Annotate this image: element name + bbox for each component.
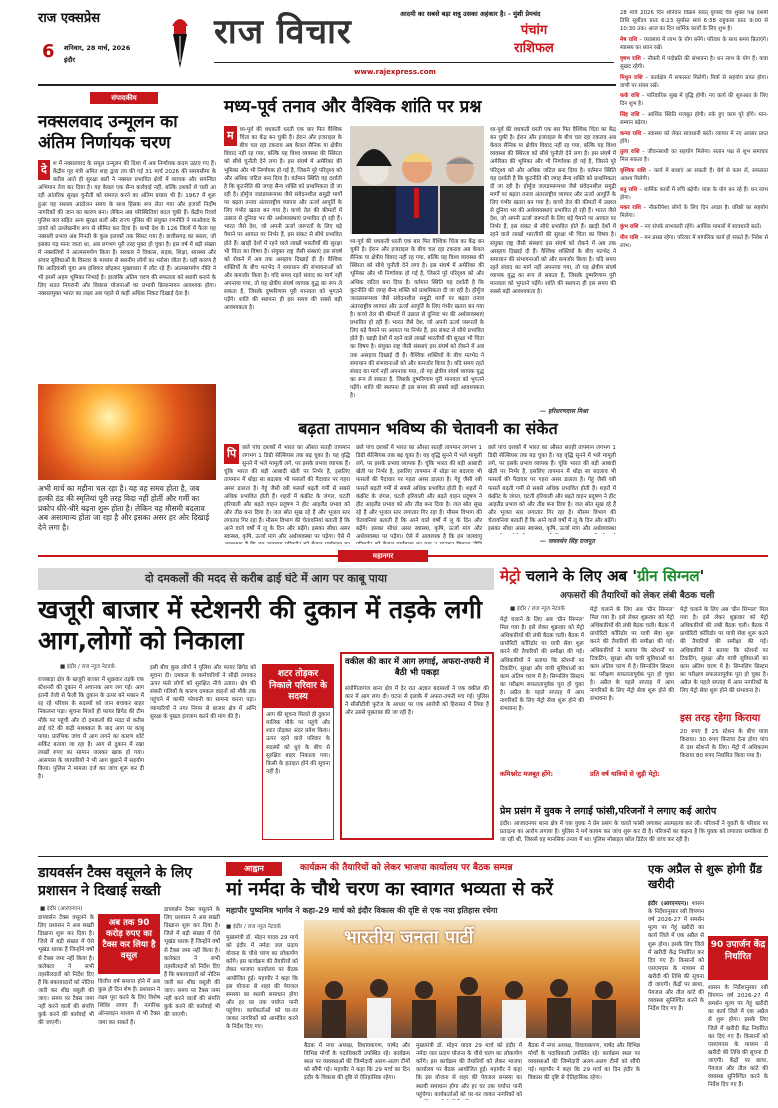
- rashi-sep: –: [639, 112, 648, 119]
- website-link[interactable]: www.rajexpress.com: [354, 68, 436, 76]
- rashi-name: मिथुन राशि: [620, 74, 643, 81]
- fire-text: राजबाड़ा क्षेत्र के खजूरी बाजार में शुक्रवार तड़के एक स्टेशनरी की दुकान में अचानक आग लग गई। आग इतनी तेजी से फैली कि दुकान के ऊपर बने मकान में रह रहे परिवार के सदस्यों को जान बचाकर बाहर निकलना पड़ा। सूचना मिलते ही फायर ब्रिगेड की टीम मौके पर पहुंची और दो दमकलों की मदद से करीब ढाई घंटे की कड़ी मशक्कत के बाद आग पर काबू पाया। प्रारंभिक जांच में आग लगने का कारण शॉर्ट सर्किट बताया जा रहा है। आग से दुकान में रखा लाखों रुपए का सामान जलकर खाक हो गया। आसपास के व्यापारियों ने भी आग बुझाने में सहयोग किया। पुलिस ने मामला दर्ज कर जांच शुरू कर दी है।: [38, 677, 144, 781]
- procure-body-col2: [708, 984, 768, 1100]
- narmada-kicker2: कार्यक्रम की तैयारियों को लेकर भाजपा कार्यालय पर बैठक सम्पन्न: [300, 863, 513, 873]
- rashi-name: वृषभ राशि: [620, 56, 641, 63]
- city-banner: महानगर: [338, 550, 428, 562]
- metro-text-cont2: मेट्रो चलाने के लिए अब 'ग्रीन सिग्नल' मिल गया है। इसे लेकर शुक्रवार को मेट्रो अधिकारियों की लंबी बैठक चली। बैठक में प्रायोरिटी कॉरिडोर पर यात्री सेवा शुरू करने की तैयारियों की समीक्षा की गई। अधिकारियों ने बताया कि स्टेशनों पर टिकटिंग, सुरक्षा और यात्री सुविधाओं का काम अंतिम चरण में है। सिग्नलिंग सिस्टम का परीक्षण सफलतापूर्वक पूरा हो चुका है। अप्रैल के पहले सप्ताह में आम नागरिकों के लिए मेट्रो सेवा शुरू होने की संभावना है।: [680, 607, 768, 695]
- narmada-text-cont3: बैठक में नगर अध्यक्ष, विधायकगण, पार्षद और विभिन्न मोर्चों के पदाधिकारी उपस्थित रहे। कार्यक्रम स्थल पर व्यवस्थाओं की जिम्मेदारी अलग-अलग टीमों को सौंपी गई। महापौर ने कहा कि 29 मार्च का दिन इंदौर के विकास की दृष्टि से ऐतिहासिक रहेगा।: [528, 1043, 640, 1082]
- fare-body: 20 रुपए है 25 स्टेशन के बीच यात्रा किराया। 30 रुपए किराया देना होगा पांच से दस स्टेशनों के लिए। मेट्रो में अधिकतम किराया 80 रुपए निर्धारित किया गया है।: [680, 729, 768, 760]
- heat-body-col1: [224, 444, 350, 544]
- tax-body-col3: [164, 906, 220, 1100]
- panchang-box: [454, 22, 614, 62]
- rashi-sep: –: [637, 186, 645, 193]
- main-headline: मध्य-पूर्व तनाव और वैश्विक शांति पर प्रश्न: [224, 97, 482, 117]
- rashi-name: मकर राशि: [620, 205, 641, 212]
- rashi-text: आर्थिक स्थिति मजबूत होगी। रुके हुए काम पूरे होंगे। मान-सम्मान बढ़ेगा।: [620, 112, 768, 126]
- metro-head-mid: चलाने के लिए अब ': [520, 567, 637, 585]
- heat-caption: अभी मार्च का महीना चल रहा है। यह वह समय होता है, जब हल्की ठंड की स्मृतियां पूरी तरह विदा नहीं होतीं और गर्मी का प्रकोप धीरे-धीरे बढ़ना शुरू होता है। लेकिन यह मौसमी बदलाव अब असामान्य होता जा रहा है और इसका असर हर ओर दिखाई देने लगा है।: [38, 484, 210, 532]
- procure-box: 90 उपार्जन केंद्र निर्धारित: [708, 936, 768, 980]
- strip-body-text: इंदौर। आजादनगर थाना क्षेत्र में एक युवक ने प्रेम प्रसंग के चलते फांसी लगाकर आत्महत्या कर ली। परिजनों ने युवती के परिवार पर प्रताड़ना का आरोप लगाया है। पुलिस ने मर्ग कायम कर जांच शुरू कर दी है। परिजनों का कहना है कि युवक को लगातार धमकियां दी जा रही थीं, जिससे वह मानसिक तनाव में था। पुलिस मोबाइल कॉल डिटेल की जांच कर रही है।: [500, 821, 768, 844]
- rashi-text: नौकरी में पदोन्नति की संभावना है। धन लाभ के योग हैं। यात्रा सुखद रहेगी।: [620, 56, 768, 70]
- brand-name: राज एक्सप्रेस: [38, 11, 101, 26]
- rashi-text: कार्य में बाधाएं आ सकती हैं। धैर्य से काम लें, सफलता अवश्य मिलेगी।: [620, 168, 768, 182]
- metro-head-pre: मेट्रो: [500, 567, 521, 585]
- rashi-sep: –: [639, 149, 648, 156]
- rashi-list: [620, 37, 768, 250]
- fire-text-cont: इसी बीच कुछ लोगों ने पुलिस और फायर ब्रिगेड को सूचना दी। दमकल के कर्मचारियों ने सीढ़ी लगाकर ऊपर फंसे लोगों को सुरक्षित नीचे उतारा। क्षेत्र की संकरी गलियों के कारण दमकल वाहनों को मौके तक पहुंचने में काफी परेशानी का सामना करना पड़ा। व्यापारियों ने नगर निगम से बाजार क्षेत्र में अग्नि सुरक्षा के पुख्ता इंतजाम करने की मांग की है।: [150, 665, 256, 720]
- narmada-photo: [304, 920, 640, 1038]
- editorial-drop-cap: दे: [38, 160, 50, 180]
- metro-head-green: ग्रीन सिग्नल: [636, 567, 700, 585]
- rashi-item: [620, 205, 768, 221]
- masthead-rule: [214, 62, 614, 63]
- fire-box-body: आग की सूचना मिलते ही दुकान मालिक मौके पर पहुंचे और शटर तोड़कर अंदर प्रवेश किया। ऊपर रहने वाले परिवार के सदस्यों को धुएं के बीच से सुरक्षित बाहर निकाला गया। किसी के हताहत होने की सूचना नहीं है।: [266, 712, 330, 775]
- narmada-sub: महापौर पुष्यमित्र भार्गव ने कहा-29 मार्च को इंदौर विकास की दृष्टि से एक नया इतिहास रचेगा: [226, 906, 498, 915]
- rashi-item: [620, 149, 768, 165]
- rashi-item: [620, 37, 768, 53]
- editorial-text: श में नक्सलवाद के समूल उन्मूलन की दिशा में अब निर्णायक कदम उठाए गए हैं। केंद्रीय गृह मंत्री अमित शाह द्वारा तय की गई 31 मार्च 2026 की समयसीमा के करीब आते ही सुरक्षा बलों ने नक्सल प्रभावित क्षेत्रों में व्यापक और समन्वित अभियान तेज कर दिया है। यह केवल एक सैन्य कार्रवाई नहीं, बल्कि दशकों से चली आ रही आंतरिक सुरक्षा चुनौती को समाप्त करने का अंतिम प्रयास भी है। 1967 में शुरू हुआ यह सशस्त्र आंदोलन समय के साथ हिंसक रूप लेता गया और हजारों निर्दोष नागरिकों की जान का कारण बना। लेकिन अब परिस्थितियां बदल चुकी हैं। केंद्रीय रिजर्व पुलिस बल सहित अन्य सुरक्षा बलों और राज्य पुलिस की संयुक्त रणनीति ने माओवाद के दायरे को उल्लेखनीय रूप से सीमित कर दिया है। कभी देश के 126 जिलों में फैला यह नक्सली प्रभाव अब गिनती के कुछ इलाकों तक सिमट गया है। छत्तीसगढ़ का बस्तर, जो इसका गढ़ माना जाता था, अब लगभग पूरी तरह मुक्त हो चुका है। इस वर्ष में बड़ी संख्या में नक्सलियों ने आत्मसमर्पण किया है। सरकार ने विकास, सड़क, शिक्षा, स्वास्थ्य और संचार सुविधाओं के विस्तार के माध्यम से स्थानीय लोगों का भरोसा जीता है। यही कारण है कि आदिवासी युवा अब हथियार छोड़कर मुख्यधारा में लौट रहे हैं। आत्मसमर्पण नीति ने भी इसमें अहम भूमिका निभाई है। हालांकि अंतिम चरण की सफलता को स्थायी बनाने के लिए सतत निगरानी और विकास योजनाओं का प्रभावी क्रियान्वयन आवश्यक होगा। नक्सलमुक्त भारत का लक्ष्य अब पहले से कहीं अधिक निकट दिखाई देता है।: [38, 161, 216, 297]
- editorial-label: संपादकीय: [90, 92, 158, 104]
- rashi-sep: –: [642, 74, 651, 81]
- top-rule: [38, 84, 616, 86]
- metro-body-col1: [500, 616, 584, 766]
- rashi-name: सिंह राशि: [620, 112, 640, 119]
- narmada-body-col2: [304, 1042, 410, 1100]
- panchang-title: पंचांग: [520, 23, 548, 38]
- heat-text: छले पांच दशकों में भारत का औसत सतही तापमान लगभग 1 डिग्री सेल्सियस तक बढ़ चुका है। यह वृद्धि सुनने में भले मामूली लगे, पर इसके प्रभाव व्यापक हैं। चूंकि भारत की बड़ी आबादी खेती पर निर्भर है, इसलिए तापमान में थोड़ा सा बदलाव भी फसलों की पैदावार पर गहरा असर डालता है। गेहूं जैसी रबी फसलें बढ़ती गर्मी से सबसे अधिक प्रभावित होती हैं। शहरों में कंक्रीट के जंगल, घटती हरियाली और बढ़ते वाहन प्रदूषण ने हीट आइलैंड प्रभाव को और तीव्र बना दिया है। जल स्रोत सूख रहे हैं और भूजल स्तर लगातार गिर रहा है। मौसम विभाग की चेतावनियां बताती हैं कि आने वाले वर्षों में लू के दिन और बढ़ेंगे। इसका सीधा असर स्वास्थ्य, कृषि, ऊर्जा मांग और अर्थव्यवस्था पर पड़ेगा। ऐसे में: [224, 445, 350, 541]
- rashi-sep: –: [638, 234, 645, 241]
- rashi-item: [620, 112, 768, 128]
- rashi-text: स्वास्थ्य को लेकर सावधानी बरतें। व्यापार में नए अवसर प्राप्त होंगे।: [620, 130, 768, 145]
- heat-headline: बढ़ता तापमान भविष्य की चेतावनी का संकेत: [298, 419, 558, 438]
- rashi-text: पारिवारिक सुख में वृद्धि होगी। नए कार्य की शुरुआत के लिए दिन शुभ है।: [620, 93, 768, 108]
- rashi-item: [620, 75, 768, 91]
- fare-title: इस तरह रहेगा किराया: [680, 713, 761, 724]
- rashi-name: कन्या राशि: [620, 130, 642, 137]
- issue-date: शनिवार, 28 मार्च, 2026: [64, 44, 131, 52]
- tagline: आदमी का सबसे बड़ा शत्रु उसका अहंकार है। - मुंशी प्रेमचंद: [400, 10, 541, 18]
- fire-byline: ■ इंदौर / राज न्यूज नेटवर्क: [60, 664, 115, 670]
- tax-text-cont2: डायवर्सन टैक्स वसूलने के लिए प्रशासन ने अब सख्ती दिखाना शुरू कर दिया है। जिले में बड़ी संख्या में ऐसे भूखंड धारक हैं जिन्होंने वर्षों से टैक्स जमा नहीं किया है। कलेक्टर ने सभी तहसीलदारों को निर्देश दिए हैं कि बकायादारों को नोटिस जारी कर शीघ्र वसूली की जाए। समय पर टैक्स जमा नहीं करने वालों की संपत्ति कुर्क करने की कार्रवाई भी की जाएगी।: [164, 907, 220, 1019]
- city-rule-right: [428, 555, 768, 557]
- rashifal-sidebar: [620, 10, 768, 565]
- tax-text-cont: वित्तीय वर्ष समाप्त होने में अब कुछ ही दिन शेष हैं। प्रशासन ने लक्ष्य पूरा करने के लिए विशेष शिविर लगाए हैं। नागरिक ऑनलाइन माध्यम से भी टैक्स जमा कर सकते हैं।: [98, 979, 160, 1026]
- metro-subhead-1: कमिश्नरेट मजबूत होंगे:: [500, 770, 554, 778]
- rashi-text: जीवनसाथी का सहयोग मिलेगा। संतान पक्ष से शुभ समाचार मिल सकता है।: [620, 149, 768, 164]
- rashi-item: [620, 56, 768, 72]
- rashi-text: मन प्रसन्न रहेगा। परिवार में मांगलिक कार्य हो सकते हैं। निवेश से लाभ।: [620, 234, 768, 249]
- rashi-sep: –: [639, 93, 647, 100]
- rashi-item: [620, 235, 768, 251]
- narmada-headline: मां नर्मदा के चौथे चरण का स्वागत भव्यता से करें: [226, 879, 553, 900]
- metro-body-col3: [680, 606, 768, 706]
- rashi-sep: –: [640, 205, 649, 212]
- rashi-text: नौकरीपेशा लोगों के लिए दिन अच्छा है। वरिष्ठों का सहयोग मिलेगा।: [620, 205, 768, 220]
- page-number: 6: [42, 41, 55, 62]
- heat-wave-photo: [38, 384, 216, 480]
- rashi-sep: –: [638, 224, 645, 231]
- rashi-item: [620, 187, 768, 203]
- main-body-col1: [224, 126, 342, 416]
- rashi-name: तुला राशि: [620, 149, 640, 156]
- lawyer-box: [340, 652, 494, 840]
- metro-text: मेट्रो चलाने के लिए अब 'ग्रीन सिग्नल' मिल गया है। इसे लेकर शुक्रवार को मेट्रो अधिकारियों की लंबी बैठक चली। बैठक में प्रायोरिटी कॉरिडोर पर यात्री सेवा शुरू करने की तैयारियों की समीक्षा की गई। अधिकारियों ने बताया कि स्टेशनों पर टिकटिंग, सुरक्षा और यात्री सुविधाओं का काम अंतिम चरण में है। सिग्नलिंग सिस्टम का परीक्षण सफलतापूर्वक पूरा हो चुका है। अप्रैल के पहले सप्ताह में आम नागरिकों के लिए मेट्रो सेवा शुरू होने की संभावना है।: [500, 617, 584, 713]
- heat-drop-cap: पि: [224, 444, 239, 464]
- editorial-headline: नक्सलवाद उन्मूलन का अंतिम निर्णायक चरण: [38, 112, 178, 154]
- heat-body-col3: [488, 444, 616, 534]
- metro-headline: [500, 566, 768, 586]
- fire-box-title: शटर तोड़कर निकाले परिवार के सदस्य: [263, 665, 333, 708]
- main-text-cont: ध्य-पूर्व की धधकती धरती एक बार फिर वैश्विक चिंता का केंद्र बन चुकी है। ईरान और इजराइल के बीच चल रहा टकराव अब केवल सैनिक या क्षेत्रीय विवाद नहीं रह गया, बल्कि यह विश्व व्यवस्था की स्थिरता को सीधे चुनौती देने लगा है। इस संघर्ष में अमेरिका की भूमिका और भी निर्णायक हो गई है, जिसने पूरे परिदृश्य को और अधिक जटिल बना दिया है। वर्तमान स्थिति यह दर्शाती है कि कूटनीति की जगह सैन्य शक्ति को प्राथमिकता दी जा रही है। होर्मुज जलडमरूमध्य जैसे संवेदनशील समुद्री मार्गों पर बढ़ता तनाव अंतरराष्ट्रीय व्यापार और ऊर्जा आपूर्ति के लिए गंभीर खतरा बन गया है। कच्चे तेल की कीमतों में उछाल से दुनिया भर की अर्थव्यवस्थाएं प्रभावित हो रही हैं। भारत जैसे देश, जो अपनी ऊर्जा जरूरतों के लिए बड़े पैमाने पर आयात पर निर्भर हैं, इस संकट से सीधे प्रभावित होते हैं। खाड़ी देशों में रहने वाले लाखों भारतीयों की सुरक्षा भी चिंता का विषय है। संयुक्त राष्ट्र जैसी संस्थाएं इस संघर्ष को रोकने में अब तक असहाय दिखाई दी हैं। वैश्विक शक्तियों के बीच मतभेद ने समाधान की संभावनाओं को और कमजोर किया है। यदि समय रहते संवाद का मार्ग नहीं अपनाया गया, तो यह क्षेत्रीय संघर्ष व्यापक युद्ध का रूप ले सकता है, जिसके दुष्परिणाम पूरी मानवता को भुगतने पड़ेंगे। शांति की स्थापना ही इस समय की सबसे बड़ी आवश्यकता है।: [350, 239, 484, 400]
- metro-byline: ■ इंदौर / राज न्यूज नेटवर्क: [510, 606, 565, 612]
- tax-body-col2: [98, 978, 160, 1100]
- tax-text: डायवर्सन टैक्स वसूलने के लिए प्रशासन ने अब सख्ती दिखाना शुरू कर दिया है। जिले में बड़ी संख्या में ऐसे भूखंड धारक हैं जिन्होंने वर्षों से टैक्स जमा नहीं किया है। कलेक्टर ने सभी तहसीलदारों को निर्देश दिए हैं कि बकायादारों को नोटिस जारी कर शीघ्र वसूली की जाए। समय पर टैक्स जमा नहीं करने वालों की संपत्ति कुर्क करने की कार्रवाई भी की जाएगी।: [38, 915, 94, 1027]
- narmada-body-col1: [226, 934, 298, 1100]
- metro-sub: अफसरों की तैयारियों को लेकर लंबी बैठक चली: [560, 591, 715, 601]
- heat-text-cont2: छले पांच दशकों में भारत का औसत सतही तापमान लगभग 1 डिग्री सेल्सियस तक बढ़ चुका है। यह वृद्धि सुनने में भले मामूली लगे, पर इसके प्रभाव व्यापक हैं। चूंकि भारत की बड़ी आबादी खेती पर निर्भर है, इसलिए तापमान में थोड़ा सा बदलाव भी फसलों की पैदावार पर गहरा असर डालता है। गेहूं जैसी रबी फसलें बढ़ती गर्मी से सबसे अधिक प्रभावित होती हैं। शहरों में कंक्रीट के जंगल, घटती हरियाली और बढ़ते वाहन प्रदूषण ने हीट आइलैंड प्रभाव को और तीव्र बना दिया है। जल स्रोत सूख रहे हैं और भूजल स्तर लगातार गिर रहा है। मौसम विभाग की चेतावनियां बताती हैं कि आने वाले वर्षों में लू के दिन और बढ़ेंगे। इसका सीधा असर स्वास्थ्य, कृषि, ऊर्जा मांग और अर्थव्यवस्था: [488, 445, 616, 533]
- lawyer-body: संयोगितागंज थाना क्षेत्र में देर रात अज्ञात बदमाशों ने एक वकील की कार में आग लगा दी। घटना से इलाके में अफरा-तफरी मच गई। पुलिस ने सीसीटीवी फुटेज के आधार पर एक आरोपी को हिरासत में लिया है और उससे पूछताछ की जा रही है।: [345, 686, 489, 717]
- panchang-intro: 28 मार्च 2026 दिन शनिवार विक्रम संवत् युगाब्द चैत्र शुक्ल पक्ष दशमी तिथि सूर्योदय प्रातः 6:23 सूर्यास्त सायं 6:38 राहुकाल प्रातः 9:00 से 10:30 तक। आज का दिन धार्मिक कार्यों के लिए शुभ है।: [620, 10, 768, 32]
- rashi-text: व्यवसाय में लाभ के योग बनेंगे। परिवार के साथ समय बिताएंगे। स्वास्थ्य का ध्यान रखें।: [620, 37, 768, 52]
- strip-headline: प्रेम प्रसंग में युवक ने लगाई फांसी,परिजनों ने लगाए कई आरोप: [500, 806, 717, 817]
- heat-text-cont: छले पांच दशकों में भारत का औसत सतही तापमान लगभग 1 डिग्री सेल्सियस तक बढ़ चुका है। यह वृद्धि सुनने में भले मामूली लगे, पर इसके प्रभाव व्यापक हैं। चूंकि भारत की बड़ी आबादी खेती पर निर्भर है, इसलिए तापमान में थोड़ा सा बदलाव भी फसलों की पैदावार पर गहरा असर डालता है। गेहूं जैसी रबी फसलें बढ़ती गर्मी से सबसे अधिक प्रभावित होती हैं। शहरों में कंक्रीट के जंगल, घटती हरियाली और बढ़ते वाहन प्रदूषण ने हीट आइलैंड प्रभाव को और तीव्र बना दिया है। जल स्रोत सूख रहे हैं और भूजल स्तर लगातार गिर रहा है। मौसम विभाग की चेतावनियां बताती हैं कि आने वाले वर्षों में लू के दिन और बढ़ेंगे। इसका सीधा असर स्वास्थ्य, कृषि, ऊर्जा मांग और अर्थव्यवस्था पर पड़ेगा। ऐसे में आवश्यक है कि हम जलवायु: [356, 445, 482, 541]
- rashi-sep: –: [641, 130, 649, 137]
- main-body-col2: [350, 238, 484, 416]
- tax-headline: डायवर्सन टैक्स वसूलने के लिए प्रशासन ने दिखाई सख्ती: [38, 865, 192, 900]
- narmada-body-col4: [528, 1042, 640, 1100]
- narmada-photo-banner: भारतीय जनता पार्टी: [344, 927, 474, 948]
- fire-box: [262, 664, 334, 840]
- fire-kicker: दो दमकलों की मदद से करीब ढाई घंटे में आग पर काबू पाया: [38, 568, 494, 590]
- metro-text-cont: मेट्रो चलाने के लिए अब 'ग्रीन सिग्नल' मिल गया है। इसे लेकर शुक्रवार को मेट्रो अधिकारियों की लंबी बैठक चली। बैठक में प्रायोरिटी कॉरिडोर पर यात्री सेवा शुरू करने की तैयारियों की समीक्षा की गई। अधिकारियों ने बताया कि स्टेशनों पर टिकटिंग, सुरक्षा और यात्री सुविधाओं का काम अंतिम चरण में है। सिग्नलिंग सिस्टम का परीक्षण सफलतापूर्वक पूरा हो चुका है। अप्रैल के पहले सप्ताह में आम नागरिकों के लिए मेट्रो सेवा शुरू होने की संभावना है।: [590, 607, 674, 703]
- narmada-text: मुख्यमंत्री डॉ. मोहन यादव 29 मार्च को इंदौर में नर्मदा जल प्रदाय योजना के चौथे चरण का लोकार्पण करेंगे। इस कार्यक्रम की तैयारियों को लेकर भाजपा कार्यालय पर बैठक आयोजित हुई। महापौर ने कहा कि इस योजना से शहर की पेयजल समस्या का स्थायी समाधान होगा और हर घर तक पर्याप्त पानी पहुंचेगा। कार्यकर्ताओं को घर-घर जाकर नागरिकों को आमंत्रित करने के निर्देश दिए गए।: [226, 935, 298, 1031]
- narmada-body-col3: [416, 1042, 522, 1100]
- main-author: — हरिशरणदास मिश्रा: [540, 408, 588, 415]
- narmada-text-cont2: मुख्यमंत्री डॉ. मोहन यादव 29 मार्च को इंदौर में नर्मदा जल प्रदाय योजना के चौथे चरण का लोकार्पण करेंगे। इस कार्यक्रम की तैयारियों को लेकर भाजपा कार्यालय पर बैठक आयोजित हुई। महापौर ने कहा कि इस योजना से शहर की पेयजल समस्या का स्थायी समाधान होगा और हर घर तक पर्याप्त पानी पहुंचेगा। कार्यकर्ताओं को घर-घर जाकर नागरिकों को: [416, 1043, 522, 1098]
- procure-text: शासन के निर्देशानुसार रबी विपणन वर्ष 2026-27 में समर्थन मूल्य पर गेहूं खरीदी का कार्य जिले में एक अप्रैल से शुरू होगा। इसके लिए जिले में खरीदी केंद्र निर्धारित कर दिए गए हैं। किसानों को एसएमएस के माध्यम से खरीदी की तिथि की सूचना दी जाएगी। केंद्रों पर छाया, पेयजल और तौल कांटे की व्यवस्था सुनिश्चित करने के निर्देश दिए गए हैं।: [648, 901, 704, 1013]
- procure-body-col1: [648, 900, 704, 1100]
- rashi-text: धार्मिक कार्यों में रुचि बढ़ेगी। यात्रा के योग बन रहे हैं। धन लाभ होगा।: [620, 186, 768, 201]
- narmada-kicker: आह्वान: [226, 862, 282, 876]
- rashifal-title: राशिफल: [514, 40, 554, 56]
- rashi-text: कार्यक्षेत्र में सफलता मिलेगी। मित्रों से सहयोग प्राप्त होगा। वाणी पर संयम रखें।: [620, 74, 768, 89]
- lawyer-title: वकील की कार में आग लगाई, अफरा-तफरी में बैठी भी पकड़ा: [345, 657, 489, 679]
- rashi-name: कर्क राशि: [620, 93, 640, 100]
- main-text-cont2: ध्य-पूर्व की धधकती धरती एक बार फिर वैश्विक चिंता का केंद्र बन चुकी है। ईरान और इजराइल के बीच चल रहा टकराव अब केवल सैनिक या क्षेत्रीय विवाद नहीं रह गया, बल्कि यह विश्व व्यवस्था की स्थिरता को सीधे चुनौती देने लगा है। इस संघर्ष में अमेरिका की भूमिका और भी निर्णायक हो गई है, जिसने पूरे परिदृश्य को और अधिक जटिल बना दिया है। वर्तमान स्थिति यह दर्शाती है कि कूटनीति की जगह सैन्य शक्ति को प्राथमिकता दी जा रही है। होर्मुज जलडमरूमध्य जैसे संवेदनशील समुद्री मार्गों पर बढ़ता तनाव अंतरराष्ट्रीय व्यापार और ऊर्जा आपूर्ति के लिए गंभीर खतरा बन गया है। कच्चे तेल की कीमतों में उछाल से दुनिया भर की अर्थव्यवस्थाएं प्रभावित हो रही हैं। भारत जैसे देश, जो अपनी ऊर्जा जरूरतों के लिए बड़े पैमाने पर आयात पर निर्भर हैं, इस संकट से सीधे प्रभावित होते हैं। खाड़ी देशों में रहने वाले लाखों भारतीयों की सुरक्षा भी चिंता का विषय है। संयुक्त राष्ट्र जैसी संस्थाएं इस संघर्ष को रोकने में अब तक असहाय दिखाई दी हैं। वैश्विक शक्तियों के बीच मतभेद ने समाधान की संभावनाओं को और कमजोर किया है। यदि समय रहते संवाद का मार्ग नहीं अपनाया गया, तो यह क्षेत्रीय संघर्ष व्यापक युद्ध का रूप ले सकता है, जिसके दुष्परिणाम पूरी मानवता को भुगतने पड़ेंगे। शांति की स्थापना ही इस समय की सबसे बड़ी आवश्यकता है।: [490, 127, 616, 296]
- leaders-photo: [350, 126, 484, 234]
- narmada-text-cont: बैठक में नगर अध्यक्ष, विधायकगण, पार्षद और विभिन्न मोर्चों के पदाधिकारी उपस्थित रहे। कार्यक्रम स्थल पर व्यवस्थाओं की जिम्मेदारी अलग-अलग टीमों को सौंपी गई। महापौर ने कहा कि 29 मार्च का दिन इंदौर के विकास की दृष्टि से ऐतिहासिक रहेगा।: [304, 1043, 410, 1082]
- rashi-item: [620, 131, 768, 147]
- narmada-byline: ■ इंदौर / राज न्यूज नेटवर्क: [226, 924, 281, 930]
- pen-logo-icon: [168, 12, 192, 70]
- main-drop-cap: म: [224, 126, 237, 146]
- rashi-sep: –: [640, 56, 648, 63]
- main-text: ध्य-पूर्व की धधकती धरती एक बार फिर वैश्विक चिंता का केंद्र बन चुकी है। ईरान और इजराइल के बीच चल रहा टकराव अब केवल सैनिक या क्षेत्रीय विवाद नहीं रह गया, बल्कि यह विश्व व्यवस्था की स्थिरता को सीधे चुनौती देने लगा है। इस संघर्ष में अमेरिका की भूमिका और भी निर्णायक हो गई है, जिसने पूरे परिदृश्य को और अधिक जटिल बना दिया है। वर्तमान स्थिति यह दर्शाती है कि कूटनीति की जगह सैन्य शक्ति को प्राथमिकता दी जा रही है। होर्मुज जलडमरूमध्य जैसे संवेदनशील समुद्री मार्गों पर बढ़ता तनाव अंतरराष्ट्रीय व्यापार और ऊर्जा आपूर्ति के लिए गंभीर खतरा बन गया है। कच्चे तेल की कीमतों में उछाल से दुनिया भर की अर्थव्यवस्थाएं प्रभावित हो रही हैं। भारत जैसे देश, जो अपनी ऊर्जा जरूरतों के लिए बड़े पैमाने पर आयात पर निर्भर हैं, इस संकट से सीधे प्रभावित होते हैं। खाड़ी देशों में रहने वाले लाखों भारतीयों की सुरक्षा भी चिंता का विषय है। संयुक्त राष्ट्र जैसी संस्थाएं इस संघर्ष को रोकने में अब तक असहाय दिखाई दी हैं। वैश्विक शक्तियों के बीच मतभेद ने समाधान की संभावनाओं को और कमजोर किया है। यदि समय रहते संवाद का मार्ग नहीं अपनाया गया, तो यह क्षेत्रीय संघर्ष व्यापक युद्ध का रूप ले सकता है, जिसके दुष्परिणाम पूरी मानवता को भुगतने पड़ेंगे। शांति की स्थापना ही इस समय की सबसे बड़ी आवश्यकता है।: [224, 127, 342, 312]
- tax-box: अब तक 90 करोड़ रुपए का टैक्स कर लिया है वसूल: [98, 914, 160, 974]
- rashi-name: मीन राशि: [620, 234, 639, 241]
- fire-body-col2: [150, 664, 256, 840]
- rashi-name: मेष राशि: [620, 37, 638, 44]
- rashi-name: कुंभ राशि: [620, 224, 639, 231]
- section-title: राज विचार: [214, 12, 352, 52]
- rashi-sep: –: [645, 168, 654, 175]
- issue-city: इंदौर: [64, 56, 75, 64]
- fire-headline: खजूरी बाजार में स्टेशनरी की दुकान में तड़के लगी आग,लोगों को निकाला: [38, 595, 482, 656]
- metro-subhead-2: प्रति वर्ष यात्रियों से जुड़ी मेट्रो:: [590, 770, 660, 778]
- rashi-item: [620, 168, 768, 184]
- lower-rule: [38, 856, 768, 857]
- rashi-name: वृश्चिक राशि: [620, 168, 646, 175]
- rashi-text: नए संपर्क लाभकारी रहेंगे। आर्थिक मामलों में सावधानी बरतें।: [644, 224, 762, 231]
- tax-byline: ■ इंदौर (आरएनएन): [40, 906, 83, 912]
- editorial-body: [38, 160, 216, 380]
- tax-body-col1: [38, 914, 94, 1100]
- main-body-col3: [490, 126, 616, 406]
- heat-author: — जयवर्धन सिंह राजपूत: [540, 538, 595, 545]
- heat-body-col2: [356, 444, 482, 544]
- rashi-item: [620, 93, 768, 109]
- procure-byline: इंदौर (आरएनएन)।: [648, 901, 689, 907]
- rashi-name: धनु राशि: [620, 186, 638, 193]
- rashi-item: [620, 224, 768, 232]
- rashi-sep: –: [637, 37, 644, 44]
- procure-text-cont: शासन के निर्देशानुसार रबी विपणन वर्ष 2026-27 में समर्थन मूल्य पर गेहूं खरीदी का कार्य जिले में एक अप्रैल से शुरू होगा। इसके लिए जिले में खरीदी केंद्र निर्धारित कर दिए गए हैं। किसानों को एसएमएस के माध्यम से खरीदी की तिथि की सूचना दी जाएगी। केंद्रों पर छाया, पेयजल और तौल कांटे की व्यवस्था सुनिश्चित करने के निर्देश दिए गए हैं।: [708, 985, 768, 1089]
- metro-body-col2: [590, 606, 674, 766]
- city-rule-left: [38, 555, 338, 557]
- metro-head-post: ': [699, 567, 705, 585]
- fire-body-col1: [38, 676, 144, 840]
- procure-headline: एक अप्रैल से शुरू होगी ग्रैंड खरीदी: [648, 862, 763, 891]
